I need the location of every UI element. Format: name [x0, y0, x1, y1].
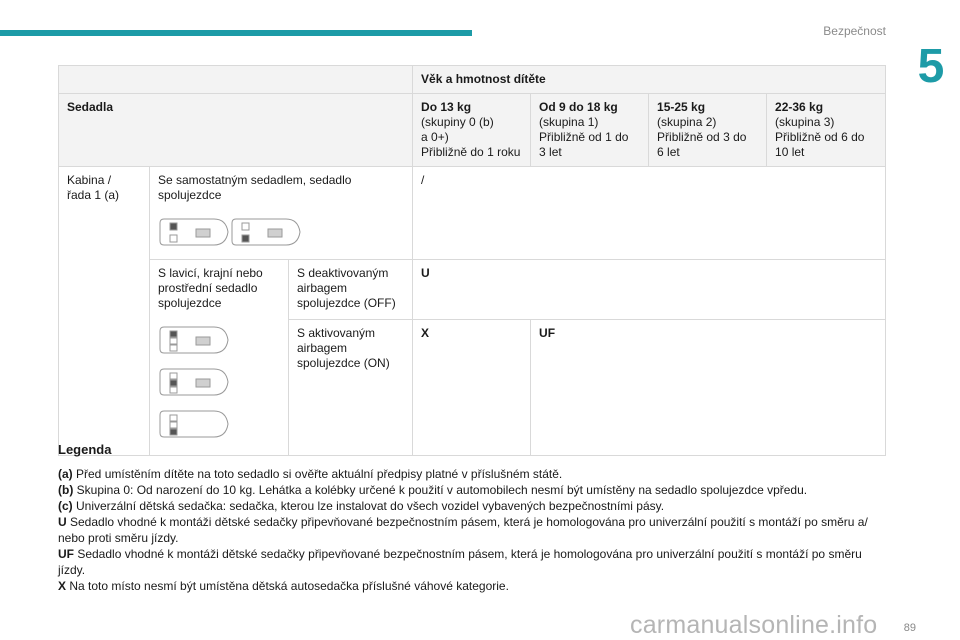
row-label-line: řada 1 (a): [67, 188, 120, 202]
car-seat-diagram-icon: [158, 215, 304, 249]
table-group-row: [59, 94, 886, 167]
legend-text: Před umístěním dítěte na toto sedadlo si ověřte aktuální předpisy platné v příslušném státě.: [72, 467, 563, 481]
legend-key: X: [58, 579, 67, 593]
airbag-off-line: airbagem: [297, 281, 348, 295]
chapter-number: 5: [902, 38, 960, 96]
legend-item: [58, 562, 888, 578]
legend-text: jízdy.: [58, 563, 86, 577]
airbag-off-line: S deaktivovaným: [297, 266, 389, 280]
legend-key: (b): [58, 483, 74, 497]
airbag-on-line: airbagem: [297, 340, 348, 355]
single-seat-line: spolujezdce: [158, 188, 222, 202]
bench-line: prostřední sedadlo: [158, 281, 258, 295]
single-seat-cell: [150, 167, 413, 260]
airbag-off-value: U: [413, 260, 886, 320]
seats-label: Sedadla: [59, 94, 413, 167]
group-line: (skupina 1): [539, 115, 599, 129]
group-weight: 15-25 kg: [657, 100, 706, 114]
group-line: (skupina 2): [657, 115, 717, 129]
watermark: carmanualsonline.info: [630, 611, 878, 639]
legend-text: Sedadlo vhodné k montáži dětské sedačky připevňované bezpečnostním pásem, která je homologována pro univerzální použití s montáží po směru a/: [66, 515, 868, 529]
single-seat-value: /: [413, 167, 886, 260]
legend-text: nebo proti směru jízdy.: [58, 531, 179, 545]
row-label-cabin: [59, 167, 150, 456]
child-seat-table: [58, 65, 886, 456]
group-line: Přibližně od 1 do: [539, 130, 629, 144]
group-line: 10 let: [775, 145, 805, 159]
bench-seat-diagram-icon: [158, 323, 232, 445]
bench-line: spolujezdce: [158, 296, 222, 310]
legend-text: Univerzální dětská sedačka: sedačka, kterou lze instalovat do všech vozidel vybavených bezpečnostními pásy.: [72, 499, 665, 513]
legend-text: Na toto místo nesmí být umístěna dětská autosedačka příslušné váhové kategorie.: [66, 579, 509, 593]
table-row-airbag-off: [59, 260, 886, 320]
legend-key: UF: [58, 547, 74, 561]
single-seat-diagrams: [158, 215, 404, 253]
legend-text: Sedadlo vhodné k montáži dětské sedačky připevňované bezpečnostním pásem, která je homologována pro univerzální použití s montáží po směru: [74, 547, 862, 561]
group-line: Přibližně od 6 do: [775, 130, 865, 144]
legend-title: Legenda: [58, 442, 112, 457]
group-line: a 0+): [421, 130, 449, 144]
legend-item: [58, 466, 888, 482]
airbag-on-value-uf: UF: [531, 319, 886, 455]
group-line: Přibližně od 3 do: [657, 130, 747, 144]
group-line: (skupina 3): [775, 115, 835, 129]
group-line: Přibližně do 1 roku: [421, 145, 521, 159]
group-cell: [649, 94, 767, 167]
legend-key: U: [58, 515, 67, 529]
top-accent-bar: [0, 30, 472, 36]
single-seat-line: Se samostatným sedadlem, sedadlo: [158, 173, 352, 187]
page-number: 89: [903, 622, 916, 634]
airbag-on-cell: [289, 319, 413, 455]
group-cell: [531, 94, 649, 167]
legend-item: [58, 546, 888, 562]
legend-text: Skupina 0: Od narození do 10 kg. Lehátka a kolébky určené k použití v automobilech nesmí být umístěny na sedadlo spolujezdce vpředu.: [73, 483, 808, 497]
bench-line: S lavicí, krajní nebo: [158, 266, 263, 280]
group-line: 3 let: [539, 145, 562, 159]
group-cell: [413, 94, 531, 167]
legend-key: (c): [58, 499, 73, 513]
section-title: Bezpečnost: [823, 24, 886, 38]
age-weight-header: Věk a hmotnost dítěte: [413, 66, 886, 94]
bench-cell: [150, 260, 289, 456]
group-weight: Do 13 kg: [421, 100, 472, 114]
legend-item: [58, 482, 888, 498]
table-row-single-seat: [59, 167, 886, 260]
table-header-row: [59, 66, 886, 94]
airbag-on-line: S aktivovaným: [297, 325, 376, 340]
bench-diagrams: [158, 323, 280, 449]
group-cell: [767, 94, 886, 167]
airbag-on-value-x: X: [413, 319, 531, 455]
legend: [58, 442, 888, 594]
group-line: (skupiny 0 (b): [421, 115, 494, 129]
legend-key: (a): [58, 467, 73, 481]
legend-item: [58, 578, 888, 594]
legend-item: [58, 530, 888, 546]
airbag-on-line: spolujezdce (ON): [297, 355, 390, 370]
legend-item: [58, 498, 888, 514]
group-weight: 22-36 kg: [775, 100, 824, 114]
group-weight: Od 9 do 18 kg: [539, 100, 618, 114]
group-line: 6 let: [657, 145, 680, 159]
airbag-off-cell: [289, 260, 413, 320]
legend-item: [58, 514, 888, 530]
airbag-off-line: spolujezdce (OFF): [297, 296, 396, 310]
row-label-line: Kabina /: [67, 173, 112, 187]
